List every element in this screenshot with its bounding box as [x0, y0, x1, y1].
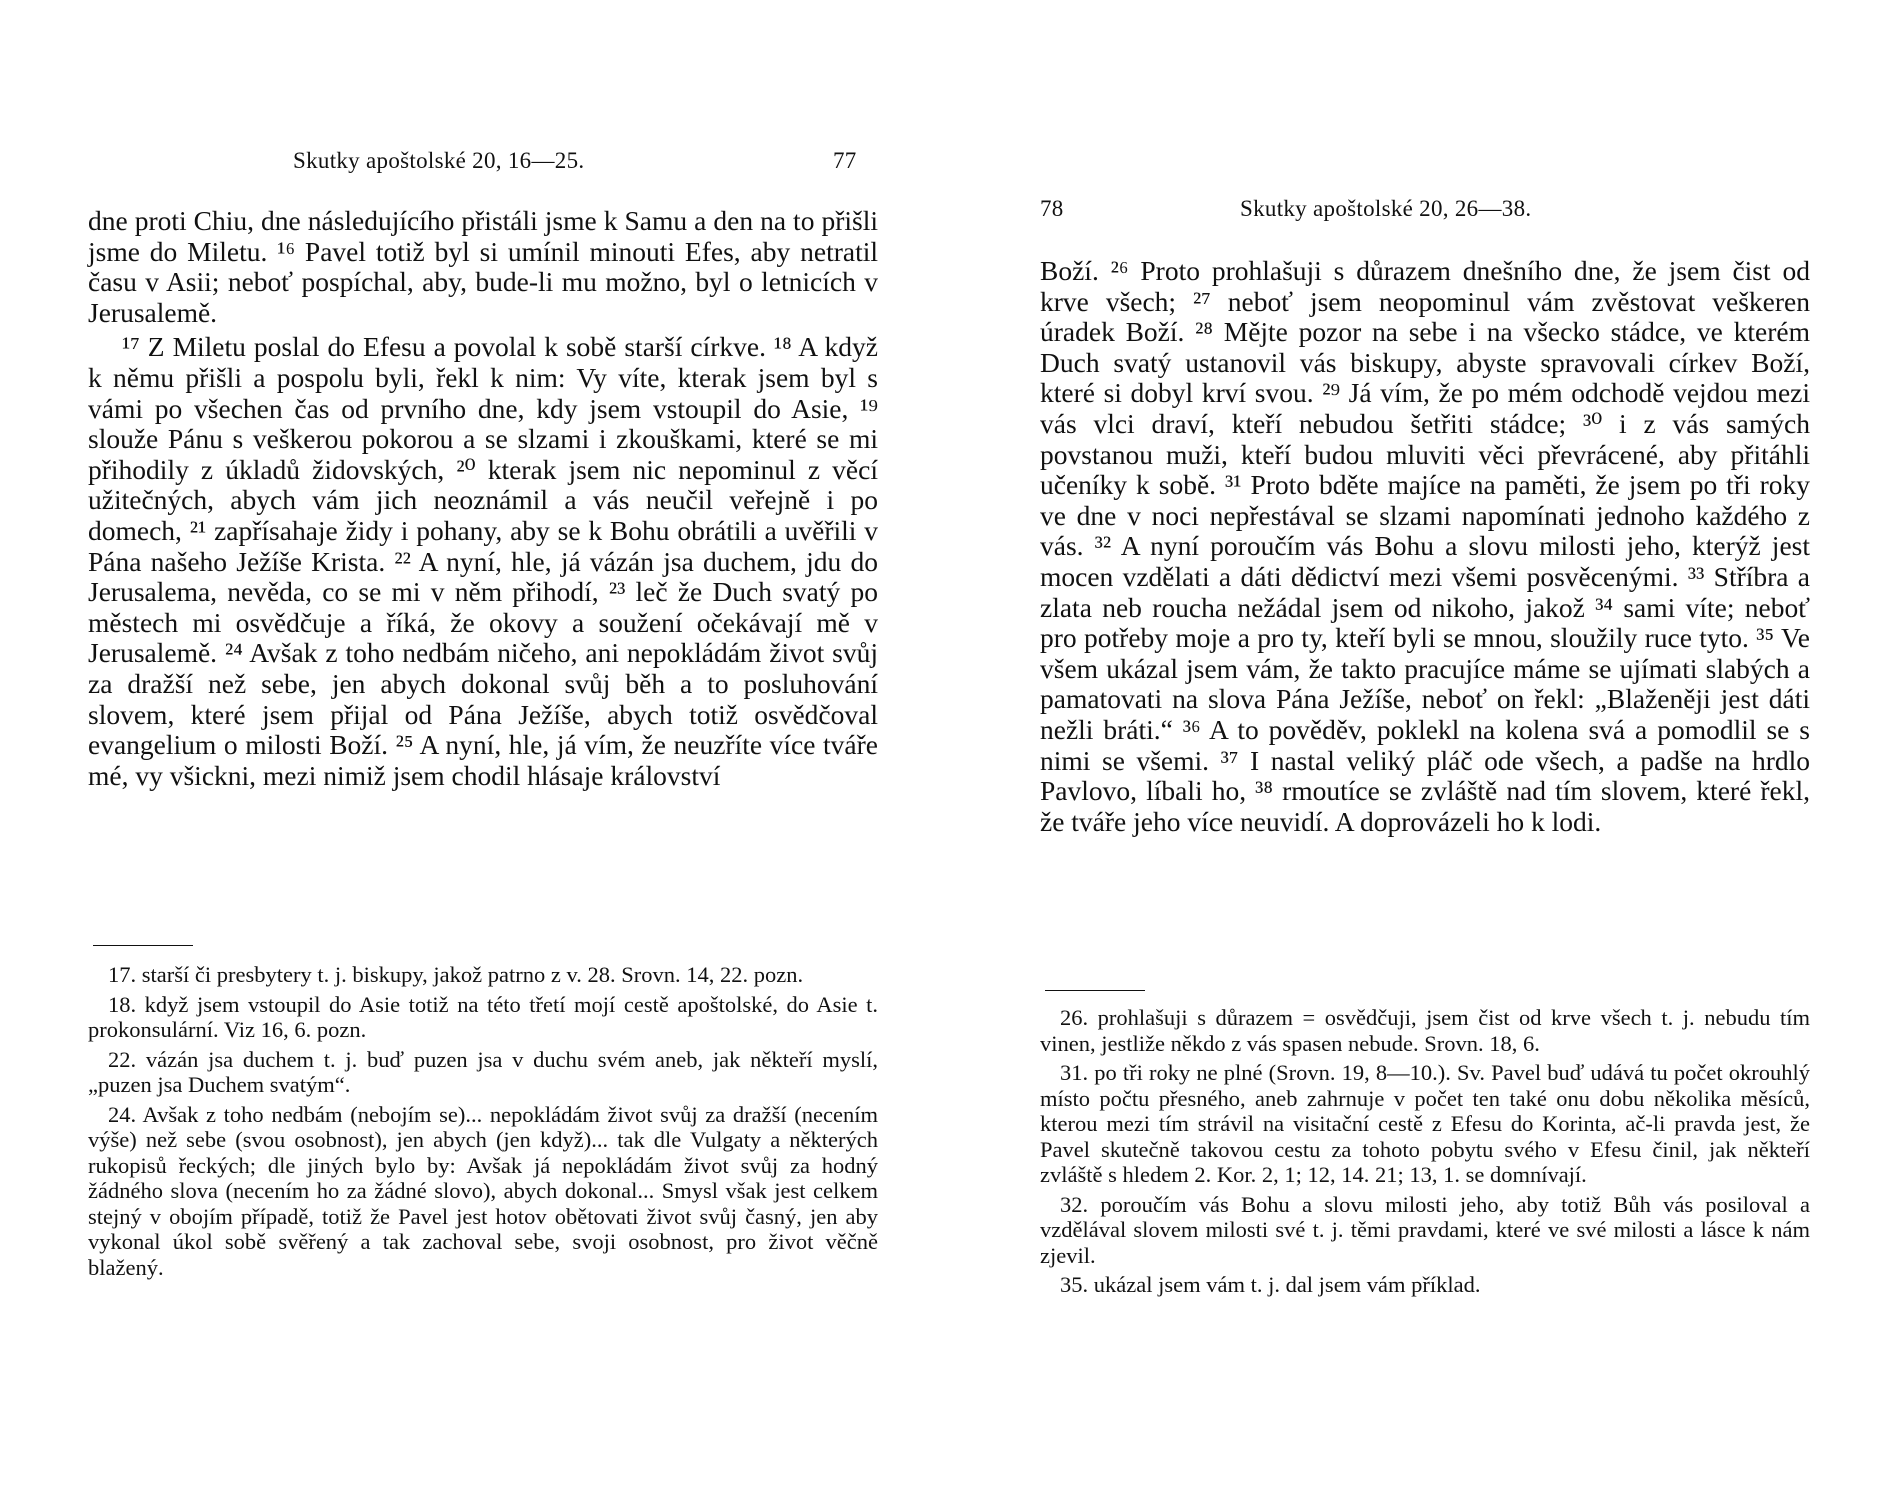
footnote-divider [1045, 990, 1145, 991]
main-text [88, 206, 878, 791]
footnotes [88, 962, 878, 1280]
paragraph: dne proti Chiu, dne následujícího přistáli jsme k Samu a den na to přišli jsme do Miletu. ¹⁶ Pavel totiž byl si umínil minouti Efes, aby netratil času v Asii; neboť pospíchal, aby, bude-li mu možno, byl o letnicích v Jerusalemě. [88, 205, 878, 328]
main-text [1040, 256, 1810, 837]
footnote: 32. poroučím vás Bohu a slovu milosti jeho, aby totiž Bůh vás posiloval a vzdělával slovem milosti své t. j. těmi pravdami, které ve své milosti a lásce k nám zjevil. [1040, 1191, 1810, 1268]
footnote: 26. prohlašuji s důrazem = osvědčuji, jsem čist od krve všech t. j. nebudu tím vinen, jestliže někdo z vás spasen nebude. Srovn. 18, 6. [1040, 1005, 1810, 1056]
page-number: 77 [833, 148, 857, 173]
footnote-divider [93, 945, 193, 946]
running-title: Skutky apoštolské 20, 26—38. [1240, 196, 1532, 221]
paragraph: ¹⁷ Z Miletu poslal do Efesu a povolal k sobě starší církve. ¹⁸ A když k němu přišli a pospolu byli, řekl k nim: Vy víte, kterak jsem byl s vámi po všechen čas od prvního dne, kdy jsem vstoupil do Asie, ¹⁹ slouže Pánu s veškerou pokorou a se slzami i zkouškami, které se mi přihodily z úkladů židovských, ²⁰ kterak jsem nic nepominul z věcí užitečných, abych vám jich neoznámil a vás neučil veřejně i po domech, ²¹ zapřísahaje židy i pohany, aby se k Bohu obrátili a uvěřili v Pána našeho Ježíše Krista. ²² A nyní, hle, já vázán jsa duchem, jdu do Jerusalema, nevěda, co se mi v něm přihodí, ²³ leč že Duch svatý po městech mi osvědčuje a říká, že okovy a soužení očekávají mě v Jerusalemě. ²⁴ Avšak z toho nedbám ničeho, ani nepokládám život svůj za dražší než sebe, jen abych dokonal svůj běh a to posluhování slovem, které jsem přijal od Pána Ježíše, abych totiž osvědčoval evangelium o milosti Boží. ²⁵ A nyní, hle, já vím, že neuzříte více tváře mé, vy všickni, mezi nimiž jsem chodil hlásaje království [88, 331, 878, 791]
footnote: 31. po tři roky ne plné (Srovn. 19, 8—10.). Sv. Pavel buď udává tu počet okrouhlý místo počtu přesného, aneb zahrnuje v počet ten také onu dobu několika měsíců, kterou mezi tím strávil na visitační cestě z Efesu do Korinta, ač-li pravda jest, že Pavel skutečně takovou cestu za tohoto pobytu svého v Efesu činil, jak někteří zvláště s hledem 2. Kor. 2, 1; 12, 14. 21; 13, 1. se domnívají. [1040, 1060, 1810, 1187]
footnote: 22. vázán jsa duchem t. j. buď puzen jsa v duchu svém aneb, jak někteří myslí, „puzen jsa Duchem svatým“. [88, 1046, 878, 1097]
footnote: 35. ukázal jsem vám t. j. dal jsem vám příklad. [1060, 1272, 1481, 1297]
paragraph: Boží. ²⁶ Proto prohlašuji s důrazem dnešního dne, že jsem čist od krve všech; ²⁷ neboť jsem neopominul vám zvěstovat veškeren úradek Boží. ²⁸ Mějte pozor na sebe i na všecko stádce, ve kterém Duch svatý ustanovil vás biskupy, abyste spravovali církev Boží, které si dobyl krví svou. ²⁹ Já vím, že po mém odchodě vejdou mezi vás vlci draví, kteří nebudou šetřiti stádce; ³⁰ i z vás samých povstanou muži, kteří budou mluviti věci převrácené, aby přitáhli učeníky k sobě. ³¹ Proto bděte majíce na paměti, že jsem po tři roky ve dne v noci nepřestával se slzami napomínati jednoho každého z vás. ³² A nyní poroučím vás Bohu a slovu milosti jeho, kterýž jest mocen vzdělati a dáti dědictví mezi všemi posvěcenými. ³³ Stříbra a zlata neb roucha nežádal jsem od nikoho, jakož ³⁴ sami víte; neboť pro potřeby moje a pro ty, kteří byli se mnou, sloužily ruce tyto. ³⁵ Ve všem ukázal jsem vám, že takto pracujíce máme se ujímati slabých a pamatovati na slova Pána Ježíše, neboť on řekl: „Blaženěji jest dáti nežli bráti.“ ³⁶ A to pověděv, poklekl na kolena svá a pomodlil se s nimi se všemi. ³⁷ I nastal veliký pláč ode všech, a padše na hrdlo Pavlovo, líbali ho, ³⁸ rmoutíce se zvláště nad tím slovem, které řekl, že tváře jeho více neuvidí. A doprovázeli ho k lodi. [1040, 255, 1810, 837]
footnote: 18. když jsem vstoupil do Asie totiž na této třetí mojí cestě apoštolské, do Asie t. prokonsulární. Viz 16, 6. pozn. [88, 991, 878, 1042]
footnote: 17. starší či presbytery t. j. biskupy, jakož patrno z v. 28. Srovn. 14, 22. pozn. [108, 962, 804, 987]
footnote: 24. Avšak z toho nedbám (nebojím se)... nepokládám život svůj za dražší (necením výše) než sebe (svou osobnost), jen abych (jen když)... tak dle Vulgaty a některých rukopisů řeckých; dle jiných bylo by: Avšak já nepokládám život svůj za hodný žádného slova (necením ho za žádné slovo), abych dokonal... Smysl však jest celkem stejný v obojím případě, totiž že Pavel jest hotov obětovati život svůj časný, jen aby vykonal úkol sobě svěřený a tak zachoval sebe, svoji osobnost, pro život věčně blažený. [88, 1101, 878, 1280]
page-number: 78 [1040, 196, 1064, 221]
footnotes [1040, 1005, 1810, 1298]
running-title: Skutky apoštolské 20, 16—25. [293, 148, 585, 173]
